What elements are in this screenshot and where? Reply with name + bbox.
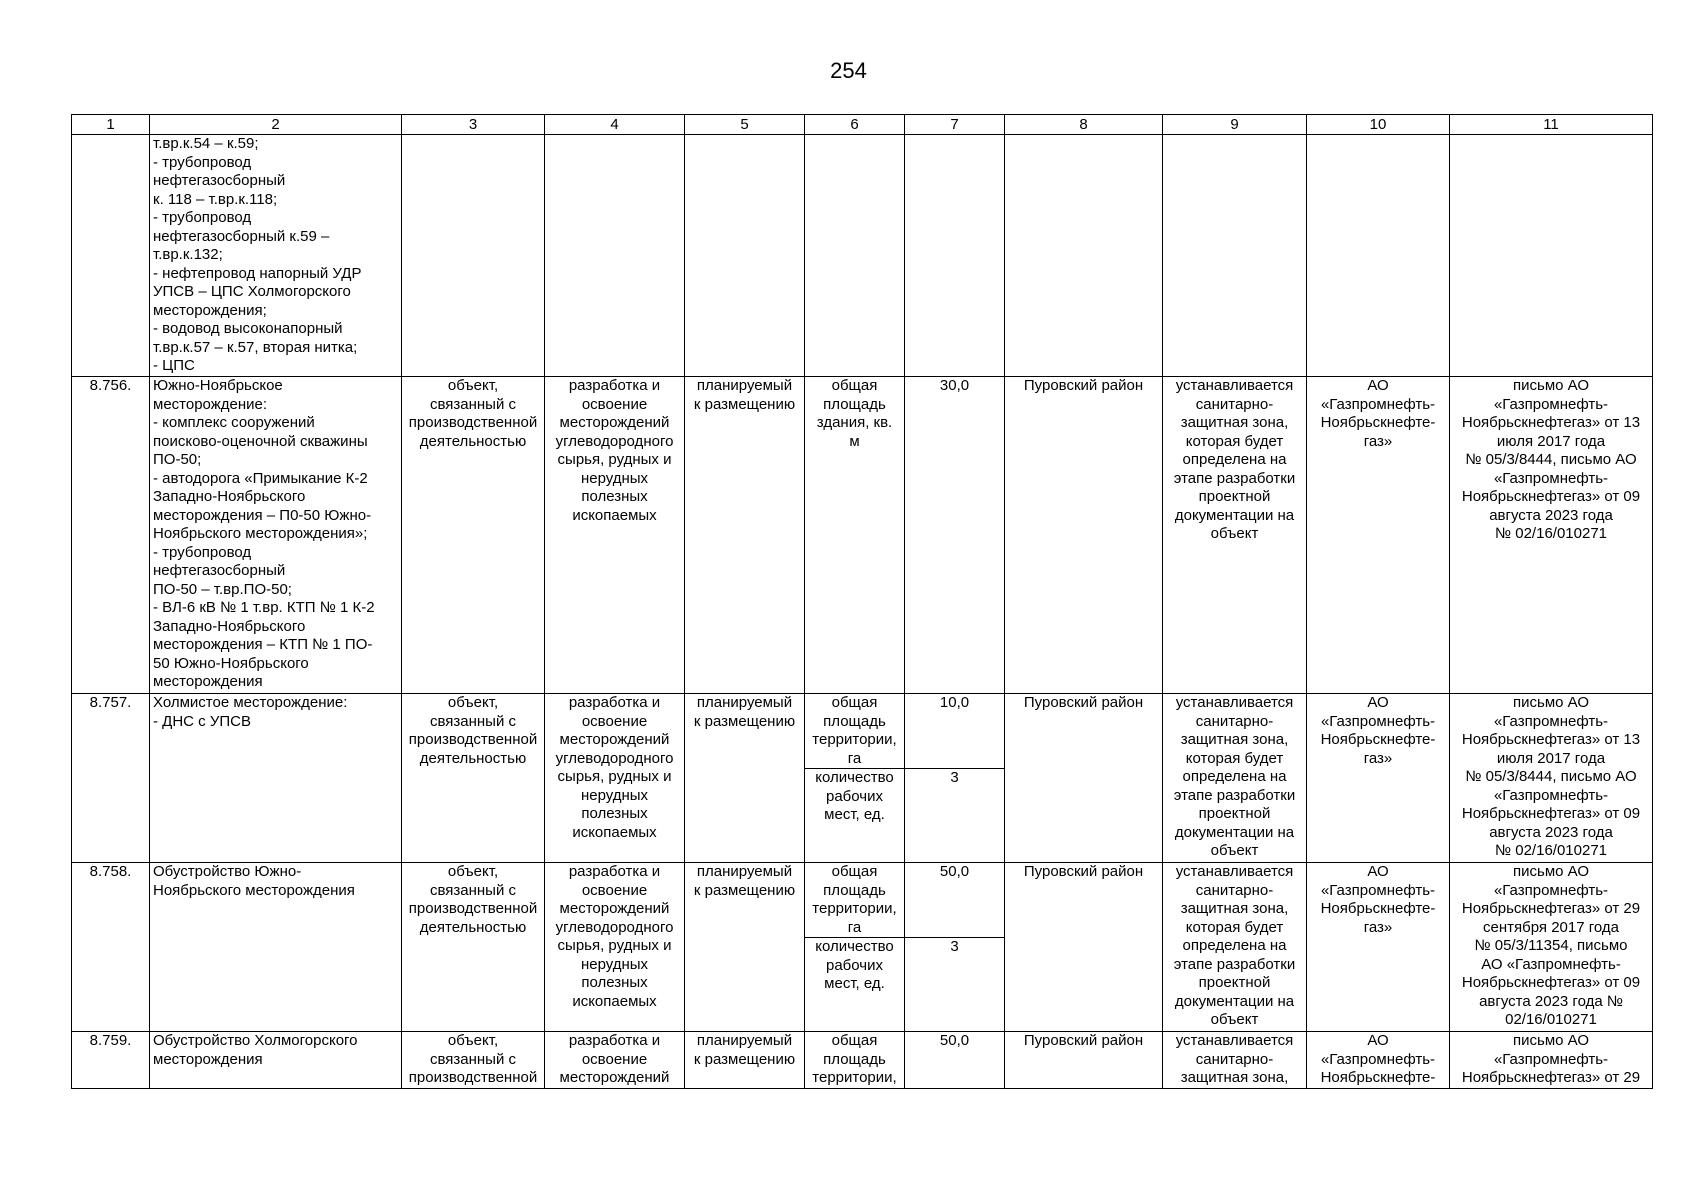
cell-num: 8.758. — [72, 863, 150, 1032]
column-header: 4 — [545, 115, 685, 135]
cell-zone: устанавливается санитарно- защитная зона, которая будет определена на этапе разработки проектной документации на объект — [1163, 694, 1307, 863]
cell-param: количество рабочих мест, ед. — [805, 769, 905, 863]
cell-zone: устанавливается санитарно- защитная зона, которая будет определена на этапе разработки проектной документации на объект — [1163, 377, 1307, 694]
cell-value: 50,0 — [905, 863, 1005, 938]
cell-location: Пуровский район — [1005, 694, 1163, 863]
cell-param: общая площадь территории, га — [805, 694, 905, 769]
cell-param: общая площадь территории, — [805, 1032, 905, 1089]
cell-location — [1005, 135, 1163, 377]
cell-num: 8.757. — [72, 694, 150, 863]
cell-purpose: разработка и освоение месторождений углеводородного сырья, рудных и нерудных полезных ископаемых — [545, 863, 685, 1032]
cell-purpose: разработка и освоение месторождений углеводородного сырья, рудных и нерудных полезных ископаемых — [545, 694, 685, 863]
column-header: 1 — [72, 115, 150, 135]
cell-location: Пуровский район — [1005, 377, 1163, 694]
cell-basis: письмо АО «Газпромнефть- Ноябрьскнефтегаз» от 13 июля 2017 года № 05/3/8444, письмо АО «Газпромнефть- Ноябрьскнефтегаз» от 09 августа 2023 года № 02/16/010271 — [1450, 377, 1653, 694]
column-header: 7 — [905, 115, 1005, 135]
table-row-continuation — [72, 135, 1653, 377]
cell-zone: устанавливается санитарно- защитная зона, — [1163, 1032, 1307, 1089]
cell-name: Холмистое месторождение: - ДНС с УПСВ — [150, 694, 402, 863]
table-row — [72, 694, 1653, 769]
cell-basis: письмо АО «Газпромнефть- Ноябрьскнефтегаз» от 13 июля 2017 года № 05/3/8444, письмо АО «Газпромнефть- Ноябрьскнефтегаз» от 09 августа 2023 года № 02/16/010271 — [1450, 694, 1653, 863]
cell-purpose: разработка и освоение месторождений углеводородного сырья, рудных и нерудных полезных ископаемых — [545, 377, 685, 694]
cell-purpose: разработка и освоение месторождений — [545, 1032, 685, 1089]
column-header: 6 — [805, 115, 905, 135]
cell-num: 8.756. — [72, 377, 150, 694]
cell-zone — [1163, 135, 1307, 377]
cell-location: Пуровский район — [1005, 1032, 1163, 1089]
cell-num: 8.759. — [72, 1032, 150, 1089]
cell-type — [402, 135, 545, 377]
table-row — [72, 863, 1653, 938]
cell-basis — [1450, 135, 1653, 377]
cell-org: АО «Газпромнефть- Ноябрьскнефте- газ» — [1307, 694, 1450, 863]
cell-value: 3 — [905, 938, 1005, 1032]
table-row — [72, 377, 1653, 694]
cell-type: объект, связанный с производственной деятельностью — [402, 694, 545, 863]
page-number: 254 — [830, 58, 867, 83]
column-header: 8 — [1005, 115, 1163, 135]
cell-name: Обустройство Холмогорского месторождения — [150, 1032, 402, 1089]
cell-org: АО «Газпромнефть- Ноябрьскнефте- — [1307, 1032, 1450, 1089]
column-header: 2 — [150, 115, 402, 135]
cell-status: планируемый к размещению — [685, 863, 805, 1032]
column-header: 9 — [1163, 115, 1307, 135]
table-row — [72, 1032, 1653, 1089]
cell-type: объект, связанный с производственной деятельностью — [402, 377, 545, 694]
cell-param: общая площадь территории, га — [805, 863, 905, 938]
cell-location: Пуровский район — [1005, 863, 1163, 1032]
cell-param — [805, 135, 905, 377]
cell-type: объект, связанный с производственной — [402, 1032, 545, 1089]
cell-purpose — [545, 135, 685, 377]
cell-value: 3 — [905, 769, 1005, 863]
column-header: 5 — [685, 115, 805, 135]
cell-type: объект, связанный с производственной деятельностью — [402, 863, 545, 1032]
cell-value — [905, 135, 1005, 377]
cell-basis: письмо АО «Газпромнефть- Ноябрьскнефтегаз» от 29 — [1450, 1032, 1653, 1089]
cell-status: планируемый к размещению — [685, 1032, 805, 1089]
column-header: 11 — [1450, 115, 1653, 135]
table-header-row — [72, 115, 1653, 135]
cell-status — [685, 135, 805, 377]
cell-value: 50,0 — [905, 1032, 1005, 1089]
cell-value: 30,0 — [905, 377, 1005, 694]
cell-status: планируемый к размещению — [685, 377, 805, 694]
cell-name: Обустройство Южно- Ноябрьского месторождения — [150, 863, 402, 1032]
cell-num — [72, 135, 150, 377]
cell-org: АО «Газпромнефть- Ноябрьскнефте- газ» — [1307, 863, 1450, 1032]
cell-org: АО «Газпромнефть- Ноябрьскнефте- газ» — [1307, 377, 1450, 694]
cell-zone: устанавливается санитарно- защитная зона, которая будет определена на этапе разработки проектной документации на объект — [1163, 863, 1307, 1032]
cell-status: планируемый к размещению — [685, 694, 805, 863]
cell-param: общая площадь здания, кв. м — [805, 377, 905, 694]
column-header: 10 — [1307, 115, 1450, 135]
cell-name: Южно-Ноябрьское месторождение: - комплекс сооружений поисково-оценочной скважины ПО-50; - автодорога «Примыкание К-2 Западно-Ноябрьского месторождения – П0-50 Южно- Ноябрьского месторождения»; - трубопровод нефтегазосборный ПО-50 – т.вр.ПО-50; - ВЛ-6 кВ № 1 т.вр. КТП № 1 К-2 Западно-Ноябрьского месторождения – КТП № 1 ПО- 50 Южно-Ноябрьского месторождения — [150, 377, 402, 694]
cell-value: 10,0 — [905, 694, 1005, 769]
cell-basis: письмо АО «Газпромнефть- Ноябрьскнефтегаз» от 29 сентября 2017 года № 05/3/11354, письмо АО «Газпромнефть- Ноябрьскнефтегаз» от 09 августа 2023 года № 02/16/010271 — [1450, 863, 1653, 1032]
objects-table — [71, 114, 1653, 1089]
cell-name: т.вр.к.54 – к.59; - трубопровод нефтегазосборный к. 118 – т.вр.к.118; - трубопровод нефтегазосборный к.59 – т.вр.к.132; - нефтепровод напорный УДР УПСВ – ЦПС Холмогорского месторождения; - водовод высоконапорный т.вр.к.57 – к.57, вторая нитка; - ЦПС — [150, 135, 402, 377]
cell-org — [1307, 135, 1450, 377]
column-header: 3 — [402, 115, 545, 135]
cell-param: количество рабочих мест, ед. — [805, 938, 905, 1032]
